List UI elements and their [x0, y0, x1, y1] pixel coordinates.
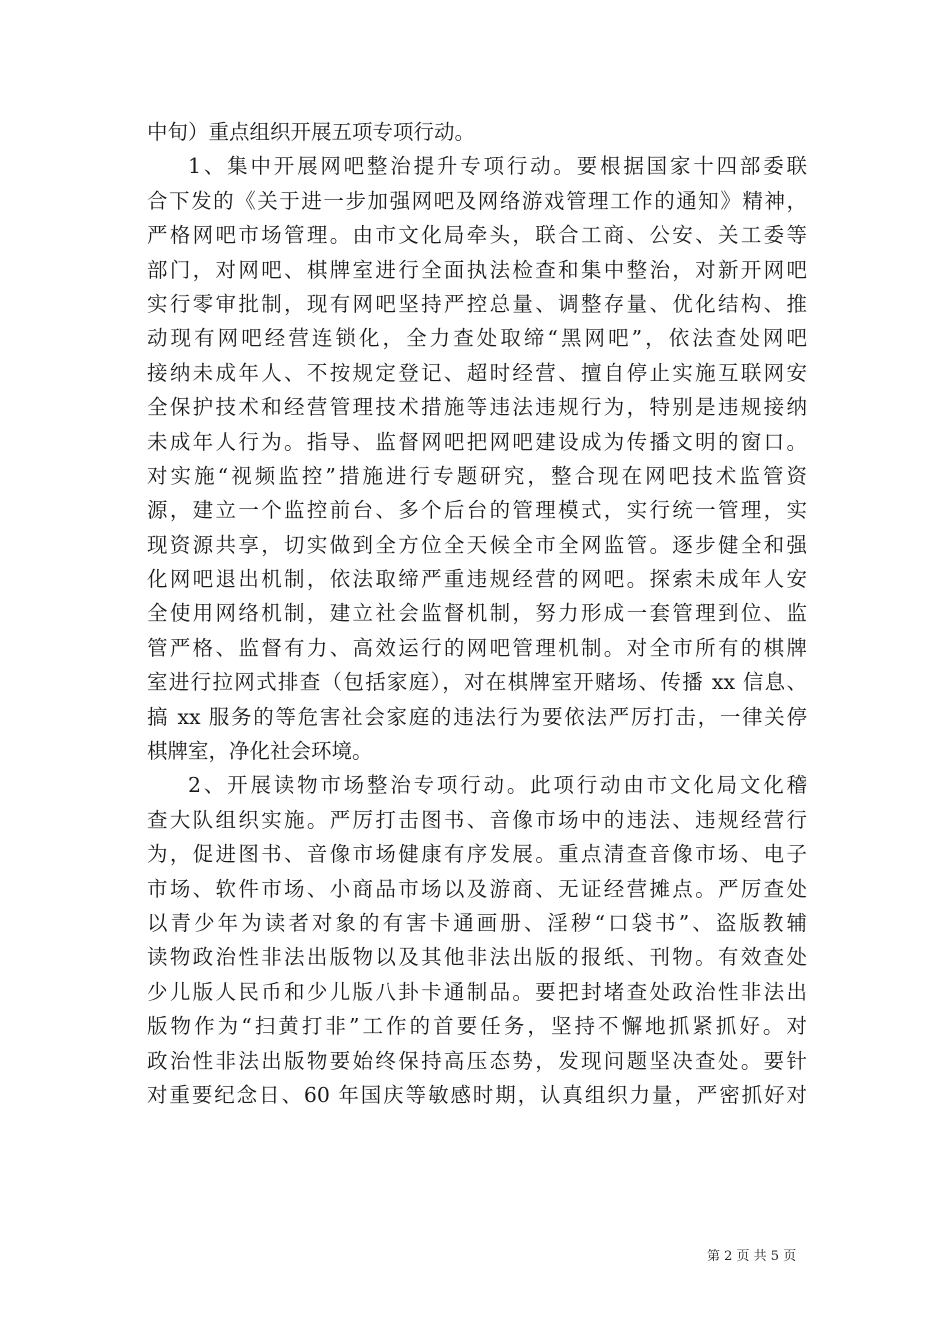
text-line: 2、开展读物市场整治专项行动。此项行动由市文化局文化稽	[188, 773, 807, 798]
text-line: 为，促进图书、音像市场健康有序发展。重点清查音像市场、电子	[147, 842, 807, 867]
text-line: 版物作为“扫黄打非”工作的首要任务，坚持不懈地抓紧抓好。对	[147, 1014, 807, 1039]
page-number: 第 2 页 共 5 页	[707, 1249, 797, 1264]
text-line: 搞 xx 服务的等危害社会家庭的违法行为要依法严厉打击，一律关停	[147, 704, 807, 729]
text-line: 对重要纪念日、60 年国庆等敏感时期，认真组织力量，严密抓好对	[147, 1082, 807, 1107]
text-line: 现资源共享，切实做到全方位全天候全市全网监管。逐步健全和强	[147, 532, 807, 557]
text-line: 全使用网络机制，建立社会监督机制，努力形成一套管理到位、监	[147, 601, 807, 626]
text-line: 对实施“视频监控”措施进行专题研究，整合现在网吧技术监管资	[147, 463, 807, 488]
text-line: 合下发的《关于进一步加强网吧及网络游戏管理工作的通知》精神，	[147, 188, 807, 213]
text-line: 管严格、监督有力、高效运行的网吧管理机制。对全市所有的棋牌	[147, 635, 807, 660]
text-line: 室进行拉网式排查（包括家庭），对在棋牌室开赌场、传播 xx 信息、	[147, 670, 807, 695]
text-line: 查大队组织实施。严厉打击图书、音像市场中的违法、违规经营行	[147, 807, 807, 832]
text-line: 严格网吧市场管理。由市文化局牵头，联合工商、公安、关工委等	[147, 223, 807, 248]
text-line: 棋牌室，净化社会环境。	[147, 739, 373, 764]
text-line: 以青少年为读者对象的有害卡通画册、淫秽“口袋书”、盗版教辅	[147, 910, 807, 935]
text-line: 全保护技术和经营管理技术措施等违法违规行为，特别是违规接纳	[147, 395, 807, 420]
text-line: 1、集中开展网吧整治提升专项行动。要根据国家十四部委联	[188, 154, 807, 179]
text-line: 源，建立一个监控前台、多个后台的管理模式，实行统一管理，实	[147, 498, 807, 523]
document-body	[147, 115, 807, 1112]
text-line: 化网吧退出机制，依法取缔严重违规经营的网吧。探索未成年人安	[147, 567, 807, 592]
text-line: 少儿版人民币和少儿版八卦卡通制品。要把封堵查处政治性非法出	[147, 979, 807, 1004]
text-line: 读物政治性非法出版物以及其他非法出版的报纸、刊物。有效查处	[147, 945, 807, 970]
text-line: 市场、软件市场、小商品市场以及游商、无证经营摊点。严厉查处	[147, 876, 807, 901]
text-line: 未成年人行为。指导、监督网吧把网吧建设成为传播文明的窗口。	[147, 429, 807, 454]
text-line: 动现有网吧经营连锁化，全力查处取缔“黑网吧”，依法查处网吧	[147, 326, 807, 351]
text-line: 中旬）重点组织开展五项专项行动。	[147, 120, 475, 144]
text-line: 政治性非法出版物要始终保持高压态势，发现问题坚决查处。要针	[147, 1048, 807, 1073]
text-line: 部门，对网吧、棋牌室进行全面执法检查和集中整治，对新开网吧	[147, 257, 807, 282]
text-line: 实行零审批制，现有网吧坚持严控总量、调整存量、优化结构、推	[147, 291, 807, 316]
text-line: 接纳未成年人、不按规定登记、超时经营、擅自停止实施互联网安	[147, 360, 807, 385]
